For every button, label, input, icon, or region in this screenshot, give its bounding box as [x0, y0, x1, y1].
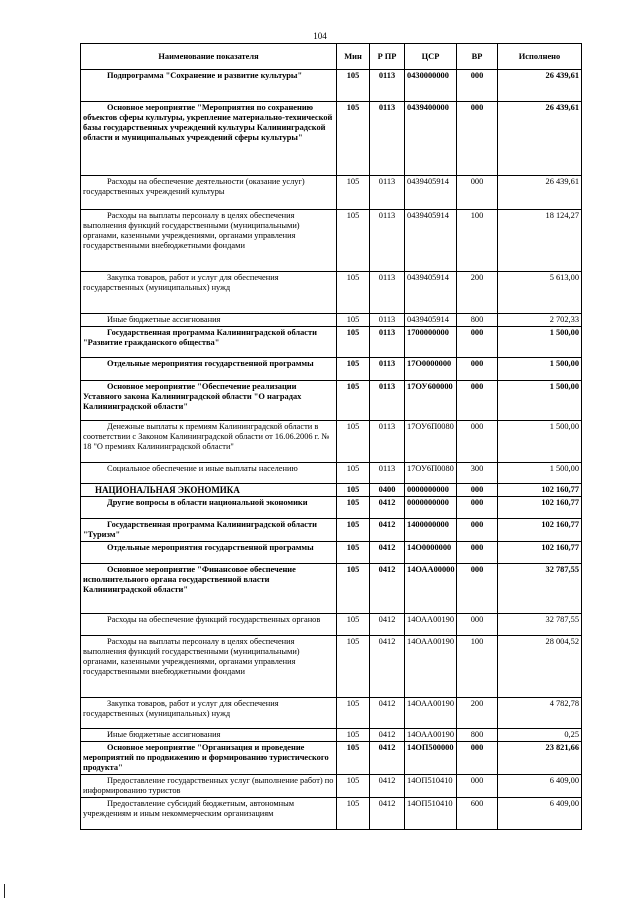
cell-rpr: 0412 — [370, 497, 405, 519]
cell-rpr: 0412 — [370, 698, 405, 729]
header-vr: ВР — [457, 44, 498, 70]
cell-min: 105 — [337, 272, 370, 314]
cell-min: 105 — [337, 698, 370, 729]
cell-name: Государственная программа Калининградской области "Развитие гражданского общества" — [81, 327, 337, 358]
cell-csr: 0439400000 — [405, 102, 457, 176]
cell-vr: 200 — [457, 272, 498, 314]
cell-csr: 0439405914 — [405, 176, 457, 210]
cell-min: 105 — [337, 519, 370, 542]
cell-rpr: 0412 — [370, 519, 405, 542]
cell-vr: 000 — [457, 70, 498, 102]
cell-name: Иные бюджетные ассигнования — [81, 314, 337, 327]
cell-vr: 200 — [457, 698, 498, 729]
cell-name: Основное мероприятие "Организация и проведение мероприятий по продвижению и формированию туристического продукта" — [81, 742, 337, 775]
cell-done: 32 787,55 — [498, 564, 582, 614]
cell-done: 6 409,00 — [498, 775, 582, 798]
table-row — [81, 729, 582, 742]
cell-done: 102 160,77 — [498, 542, 582, 564]
cell-name: Иные бюджетные ассигнования — [81, 729, 337, 742]
cell-done: 26 439,61 — [498, 102, 582, 176]
table-row — [81, 636, 582, 698]
cell-done: 26 439,61 — [498, 70, 582, 102]
cell-rpr: 0113 — [370, 314, 405, 327]
cell-vr: 000 — [457, 564, 498, 614]
cell-csr: 14ОАА00190 — [405, 614, 457, 636]
header-done: Исполнено — [498, 44, 582, 70]
cell-vr: 000 — [457, 484, 498, 497]
table-row — [81, 421, 582, 463]
table-row — [81, 564, 582, 614]
cell-name: Основное мероприятие "Финансовое обеспечение исполнительного органа государственной власти Калининградской области" — [81, 564, 337, 614]
cell-min: 105 — [337, 484, 370, 497]
cell-rpr: 0113 — [370, 210, 405, 272]
cell-csr: 0000000000 — [405, 497, 457, 519]
table-row — [81, 542, 582, 564]
table-row — [81, 614, 582, 636]
cell-done: 1 500,00 — [498, 327, 582, 358]
cell-csr: 14ОП500000 — [405, 742, 457, 775]
cell-vr: 000 — [457, 497, 498, 519]
cell-rpr: 0113 — [370, 358, 405, 381]
cell-name: Денежные выплаты к премиям Калининградской области в соответствии с Законом Калининградской области от 16.06.2006 г. № 18 "О премиях Калининградской области" — [81, 421, 337, 463]
cell-vr: 000 — [457, 358, 498, 381]
cell-name: НАЦИОНАЛЬНАЯ ЭКОНОМИКА — [81, 484, 337, 497]
cell-vr: 800 — [457, 729, 498, 742]
cell-rpr: 0412 — [370, 729, 405, 742]
header-min: Мин — [337, 44, 370, 70]
cell-csr: 1700000000 — [405, 327, 457, 358]
cell-rpr: 0113 — [370, 176, 405, 210]
cell-csr: 17ОУ6П0080 — [405, 421, 457, 463]
cell-vr: 600 — [457, 798, 498, 830]
cell-csr: 0439405914 — [405, 210, 457, 272]
cell-vr: 000 — [457, 775, 498, 798]
cell-csr: 0430000000 — [405, 70, 457, 102]
table-row — [81, 272, 582, 314]
cell-name: Основное мероприятие "Обеспечение реализации Уставного закона Калининградской области "О наградах Калининградской области" — [81, 381, 337, 421]
cell-vr: 000 — [457, 519, 498, 542]
cell-name: Расходы на обеспечение деятельности (оказание услуг) государственных учреждений культуры — [81, 176, 337, 210]
cell-rpr: 0113 — [370, 327, 405, 358]
cell-min: 105 — [337, 497, 370, 519]
cell-csr: 14ОАА00190 — [405, 636, 457, 698]
cell-vr: 000 — [457, 327, 498, 358]
cell-name: Отдельные мероприятия государственной программы — [81, 542, 337, 564]
scan-mark — [4, 884, 5, 898]
page-number: 104 — [313, 31, 327, 41]
cell-name: Расходы на выплаты персоналу в целях обеспечения выполнения функций государственными (муниципальными) органами, казенными учреждениями, органами управления государственными внебюджетными фондами — [81, 210, 337, 272]
cell-csr: 0439405914 — [405, 314, 457, 327]
cell-vr: 000 — [457, 381, 498, 421]
cell-vr: 100 — [457, 636, 498, 698]
cell-done: 1 500,00 — [498, 358, 582, 381]
cell-name: Социальное обеспечение и иные выплаты населению — [81, 463, 337, 484]
cell-csr: 14ОАА00190 — [405, 729, 457, 742]
cell-done: 102 160,77 — [498, 519, 582, 542]
cell-rpr: 0412 — [370, 636, 405, 698]
cell-done: 1 500,00 — [498, 381, 582, 421]
cell-vr: 000 — [457, 742, 498, 775]
cell-done: 102 160,77 — [498, 497, 582, 519]
cell-name: Закупка товаров, работ и услуг для обеспечения государственных (муниципальных) нужд — [81, 272, 337, 314]
expenditure-table — [80, 43, 582, 830]
cell-csr: 14ОП510410 — [405, 798, 457, 830]
cell-done: 5 613,00 — [498, 272, 582, 314]
cell-csr: 0000000000 — [405, 484, 457, 497]
cell-rpr: 0412 — [370, 564, 405, 614]
cell-name: Предоставление государственных услуг (выполнение работ) по информированию туристов — [81, 775, 337, 798]
cell-csr: 1400000000 — [405, 519, 457, 542]
table-row — [81, 484, 582, 497]
cell-done: 102 160,77 — [498, 484, 582, 497]
cell-name: Предоставление субсидий бюджетным, автономным учреждениям и иным некоммерческим организациям — [81, 798, 337, 830]
table-row — [81, 798, 582, 830]
cell-rpr: 0113 — [370, 381, 405, 421]
cell-rpr: 0412 — [370, 742, 405, 775]
cell-done: 6 409,00 — [498, 798, 582, 830]
table-row — [81, 519, 582, 542]
cell-min: 105 — [337, 176, 370, 210]
cell-name: Закупка товаров, работ и услуг для обеспечения государственных (муниципальных) нужд — [81, 698, 337, 729]
table-row — [81, 463, 582, 484]
cell-vr: 000 — [457, 176, 498, 210]
table-row — [81, 497, 582, 519]
cell-name: Основное мероприятие "Мероприятия по сохранению объектов сферы культуры, укрепление материально-технической базы государственных учреждений культуры Калининградской области и муниципальных учреждений сферы культуры" — [81, 102, 337, 176]
cell-rpr: 0113 — [370, 70, 405, 102]
cell-rpr: 0412 — [370, 798, 405, 830]
cell-min: 105 — [337, 542, 370, 564]
cell-vr: 100 — [457, 210, 498, 272]
table-row — [81, 176, 582, 210]
cell-csr: 14ОАА00000 — [405, 564, 457, 614]
table-row — [81, 358, 582, 381]
table-header-row — [81, 44, 582, 70]
table-row — [81, 742, 582, 775]
cell-rpr: 0113 — [370, 463, 405, 484]
cell-min: 105 — [337, 729, 370, 742]
cell-min: 105 — [337, 70, 370, 102]
cell-min: 105 — [337, 463, 370, 484]
cell-rpr: 0412 — [370, 614, 405, 636]
cell-name: Государственная программа Калининградской области "Туризм" — [81, 519, 337, 542]
cell-vr: 300 — [457, 463, 498, 484]
cell-min: 105 — [337, 742, 370, 775]
table-row — [81, 314, 582, 327]
cell-name: Расходы на выплаты персоналу в целях обеспечения выполнения функций государственными (муниципальными) органами, казенными учреждениями, органами управления государственными внебюджетными фондами — [81, 636, 337, 698]
header-rpr: Р ПР — [370, 44, 405, 70]
cell-min: 105 — [337, 210, 370, 272]
cell-min: 105 — [337, 798, 370, 830]
cell-done: 4 782,78 — [498, 698, 582, 729]
table-row — [81, 327, 582, 358]
cell-csr: 14ОАА00190 — [405, 698, 457, 729]
cell-min: 105 — [337, 775, 370, 798]
header-name: Наименование показателя — [81, 44, 337, 70]
cell-rpr: 0113 — [370, 102, 405, 176]
cell-min: 105 — [337, 102, 370, 176]
cell-min: 105 — [337, 614, 370, 636]
cell-name: Отдельные мероприятия государственной программы — [81, 358, 337, 381]
cell-rpr: 0412 — [370, 542, 405, 564]
cell-min: 105 — [337, 421, 370, 463]
cell-vr: 000 — [457, 614, 498, 636]
cell-done: 26 439,61 — [498, 176, 582, 210]
cell-rpr: 0113 — [370, 272, 405, 314]
table-row — [81, 210, 582, 272]
cell-min: 105 — [337, 564, 370, 614]
cell-vr: 000 — [457, 102, 498, 176]
cell-vr: 000 — [457, 421, 498, 463]
cell-min: 105 — [337, 381, 370, 421]
table-row — [81, 70, 582, 102]
cell-min: 105 — [337, 358, 370, 381]
cell-done: 32 787,55 — [498, 614, 582, 636]
cell-csr: 17ОУ6П0080 — [405, 463, 457, 484]
cell-rpr: 0400 — [370, 484, 405, 497]
cell-csr: 14О0000000 — [405, 542, 457, 564]
cell-name: Другие вопросы в области национальной экономики — [81, 497, 337, 519]
table-row — [81, 102, 582, 176]
cell-min: 105 — [337, 314, 370, 327]
cell-vr: 000 — [457, 542, 498, 564]
cell-done: 23 821,66 — [498, 742, 582, 775]
table-row — [81, 775, 582, 798]
table-row — [81, 698, 582, 729]
cell-rpr: 0113 — [370, 421, 405, 463]
cell-csr: 14ОП510410 — [405, 775, 457, 798]
cell-rpr: 0412 — [370, 775, 405, 798]
cell-name: Подпрограмма "Сохранение и развитие культуры" — [81, 70, 337, 102]
cell-min: 105 — [337, 636, 370, 698]
cell-done: 2 702,33 — [498, 314, 582, 327]
cell-name: Расходы на обеспечение функций государственных органов — [81, 614, 337, 636]
cell-csr: 17О0000000 — [405, 358, 457, 381]
cell-csr: 17ОУ600000 — [405, 381, 457, 421]
cell-min: 105 — [337, 327, 370, 358]
cell-done: 1 500,00 — [498, 421, 582, 463]
cell-done: 18 124,27 — [498, 210, 582, 272]
cell-done: 0,25 — [498, 729, 582, 742]
table-row — [81, 381, 582, 421]
cell-done: 1 500,00 — [498, 463, 582, 484]
cell-csr: 0439405914 — [405, 272, 457, 314]
cell-vr: 800 — [457, 314, 498, 327]
header-csr: ЦСР — [405, 44, 457, 70]
cell-done: 28 004,52 — [498, 636, 582, 698]
